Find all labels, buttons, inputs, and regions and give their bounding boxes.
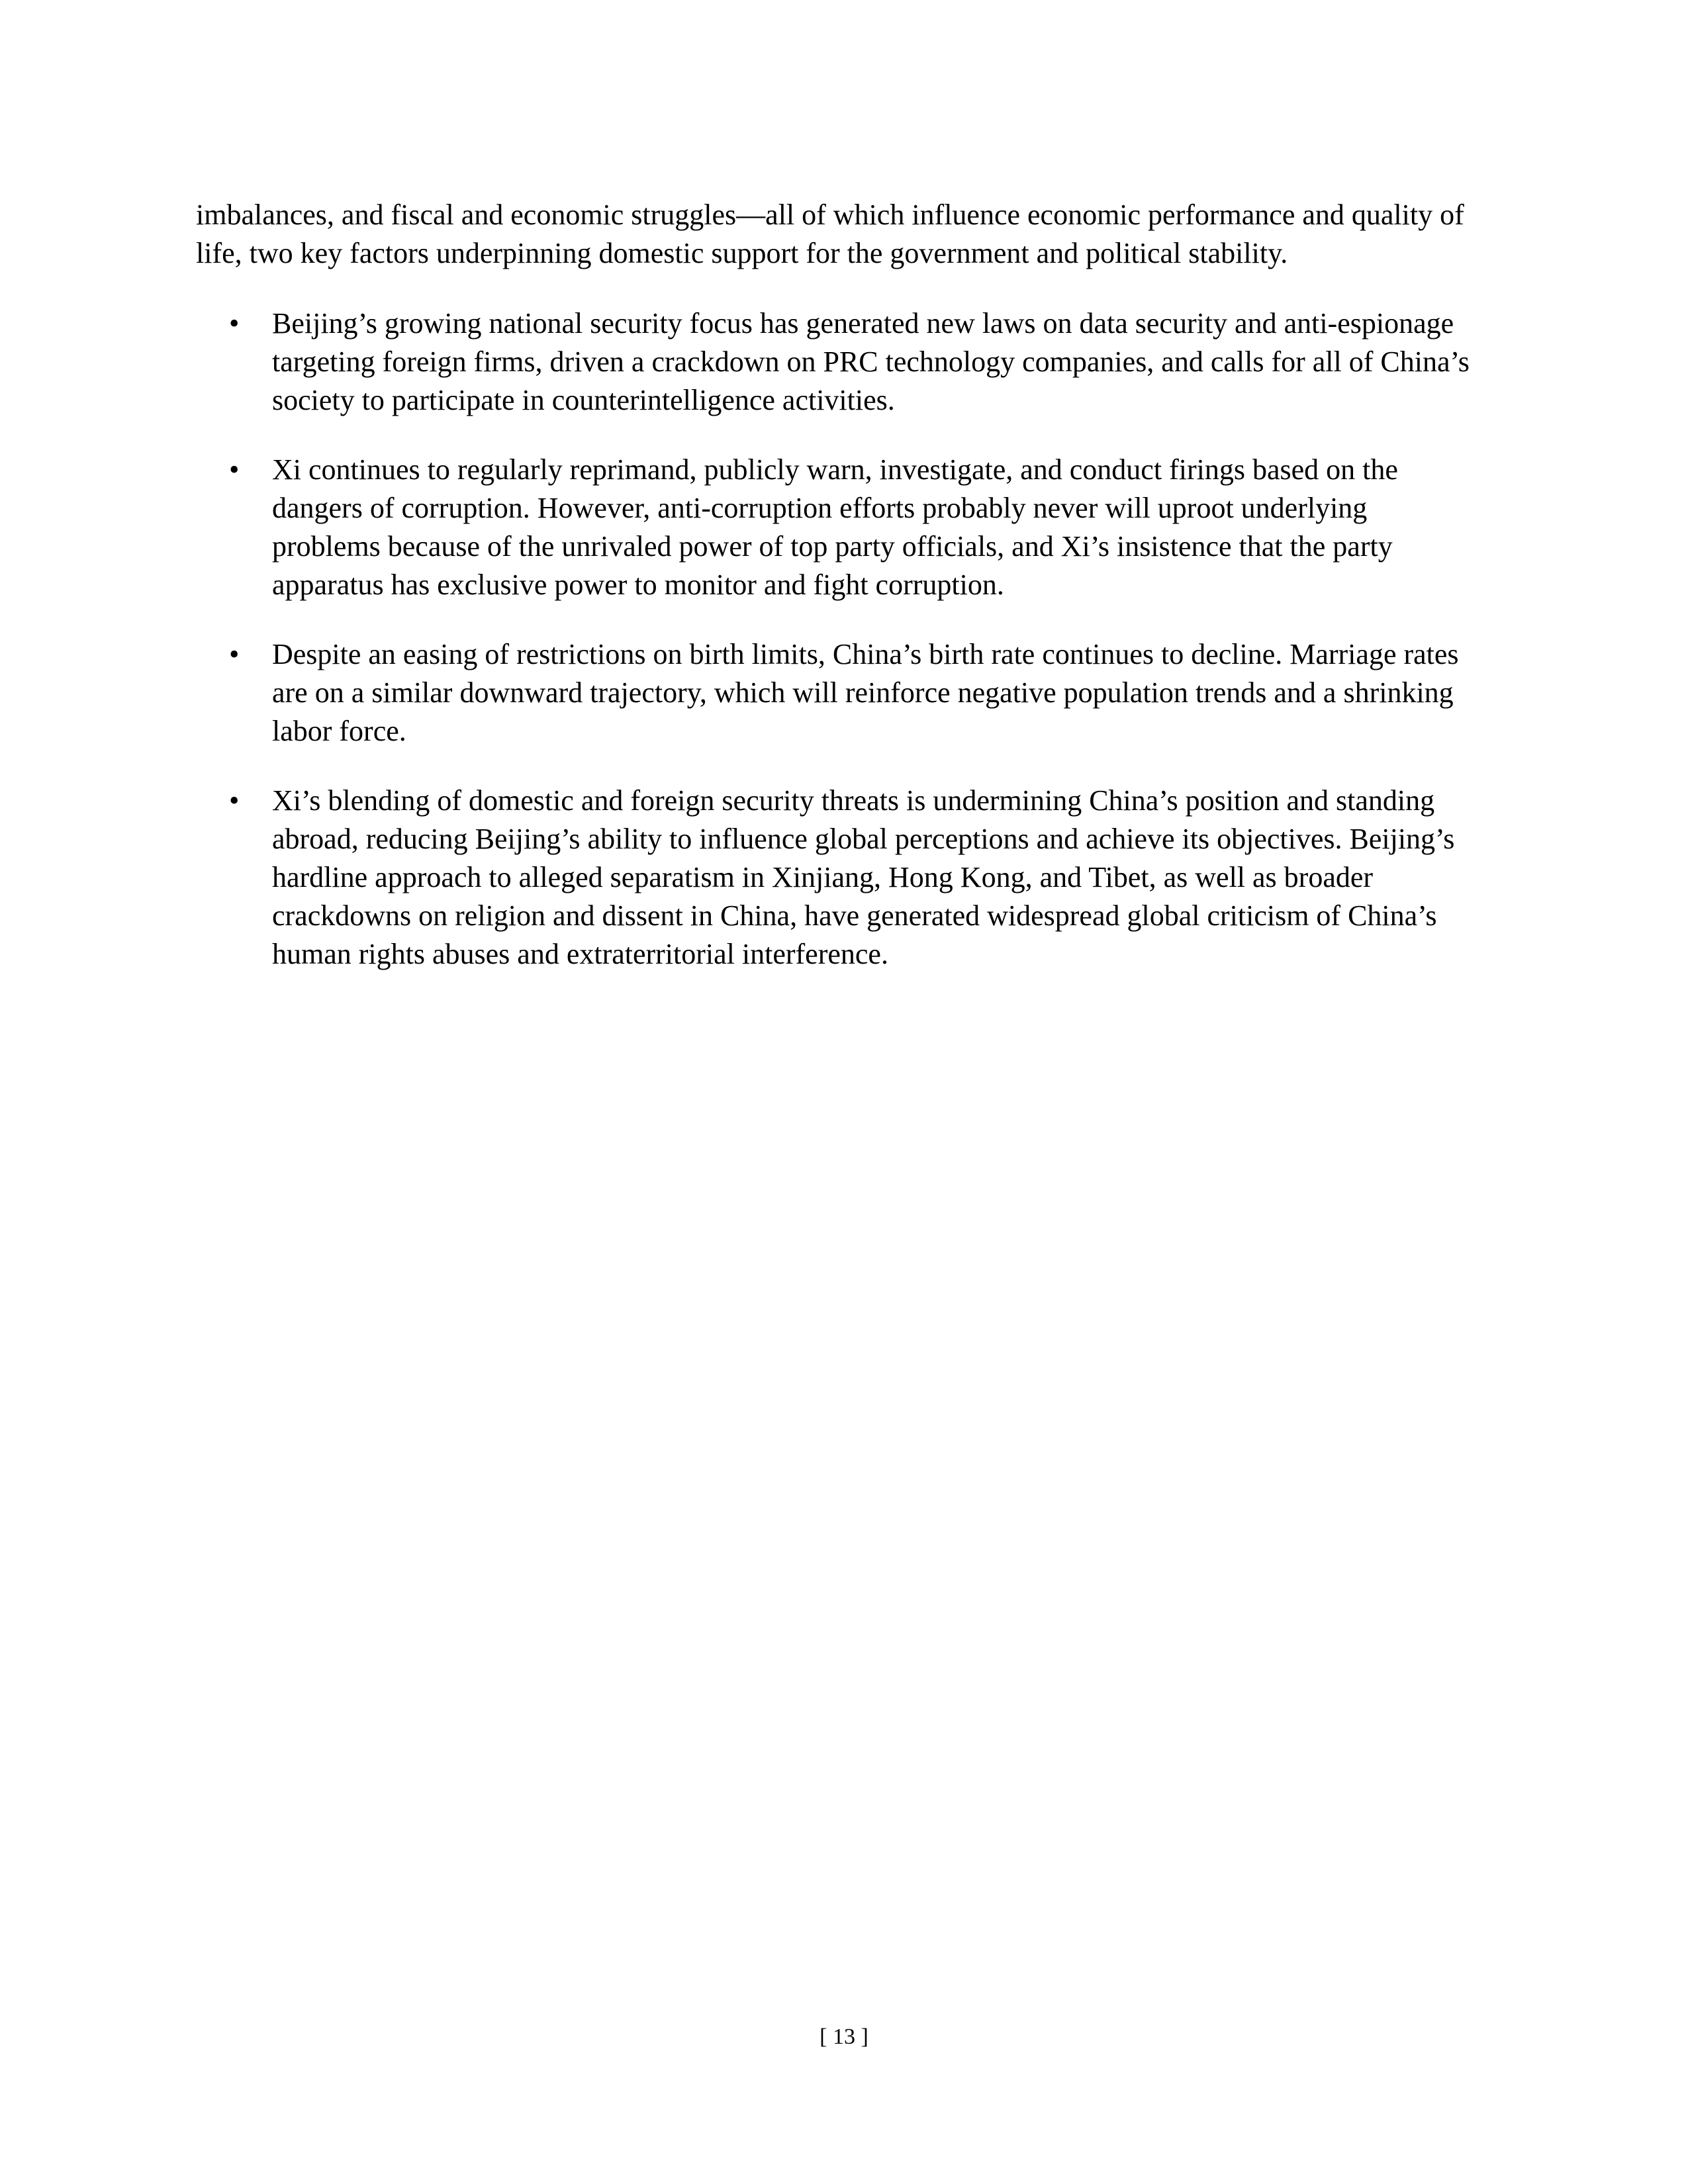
page-number: [ 13 ] [820,2025,868,2049]
bullet-item-security-threats [196,782,1474,974]
bullet-icon: • [229,638,240,670]
bullet-text: Despite an easing of restrictions on birth limits, China’s birth rate continues to decline. Marriage rates are on a similar downward trajectory, which will reinforce negative population trends and a shrinking labor force. [272,638,1459,747]
bullet-icon: • [229,784,240,817]
bullet-text: Xi continues to regularly reprimand, publicly warn, investigate, and conduct firings based on the dangers of corruption. However, anti-corruption efforts probably never will uproot underlying problems because of the unrivaled power of top party officials, and Xi’s insistence that the party apparatus has exclusive power to monitor and fight corruption. [272,453,1398,601]
bullet-icon: • [229,307,240,340]
bullet-list [196,304,1474,974]
bullet-item-birth-rate [196,635,1474,751]
bullet-item-national-security [196,304,1474,420]
bullet-text: Beijing’s growing national security focus has generated new laws on data security and anti-espionage targeting foreign firms, driven a crackdown on PRC technology companies, and calls for all of China’s society to participate in counterintelligence activities. [272,307,1470,416]
lead-paragraph: imbalances, and fiscal and economic struggles—all of which influence economic performance and quality of life, two key factors underpinning domestic support for the government and political stability. [196,199,1464,269]
bullet-icon: • [229,453,240,486]
bullet-text: Xi’s blending of domestic and foreign security threats is undermining China’s position and standing abroad, reducing Beijing’s ability to influence global perceptions and achieve its objectives. Beijing’s hardline approach to alleged separatism in Xinjiang, Hong Kong, and Tibet, as well as broader crackdowns on religion and dissent in China, have generated widespread global criticism of China’s human rights abuses and extraterritorial interference. [272,784,1455,970]
bullet-item-corruption [196,451,1474,604]
page-body [196,196,1474,1005]
